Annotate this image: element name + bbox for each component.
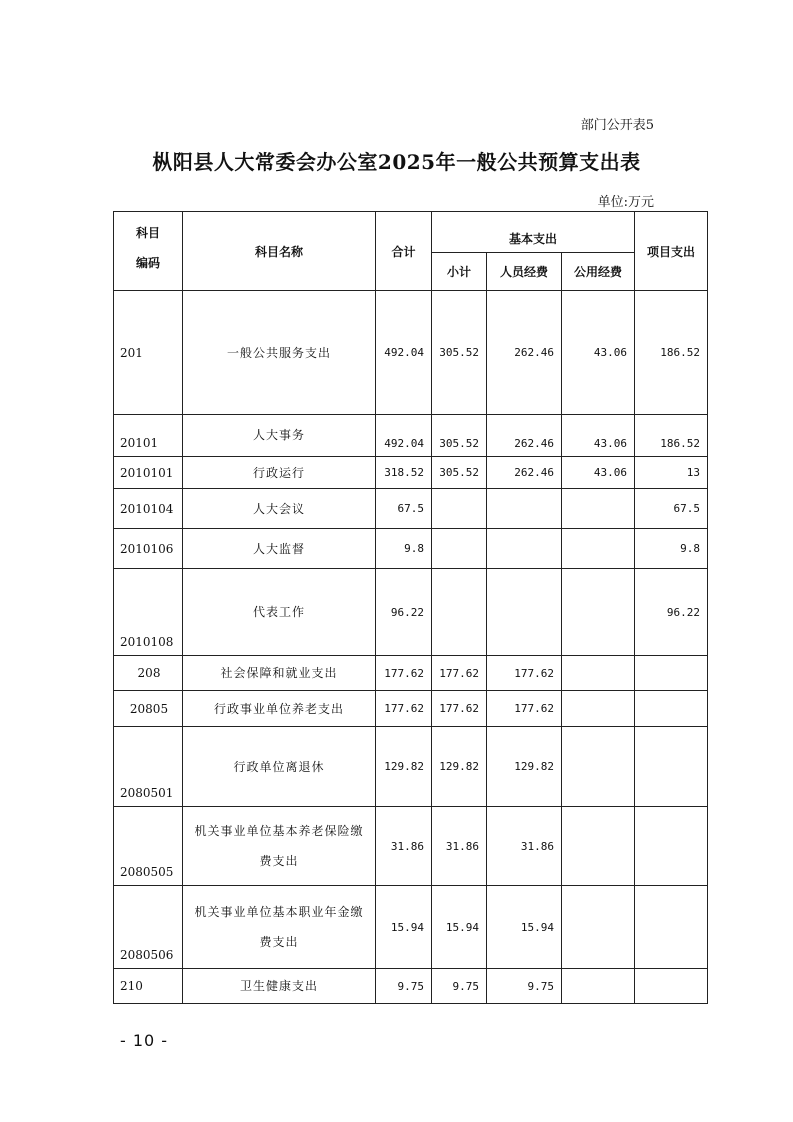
table-row: [114, 886, 708, 969]
row-personnel: [487, 569, 562, 656]
row-code: 2010106: [114, 529, 183, 569]
row-subtotal: 305.52: [432, 457, 487, 489]
row-subtotal: 9.75: [432, 969, 487, 1004]
row-name: [183, 807, 376, 886]
table-row: [114, 691, 708, 727]
row-project: [635, 656, 708, 691]
row-total: 15.94: [376, 886, 432, 969]
row-personnel: [487, 489, 562, 529]
table-row: [114, 656, 708, 691]
row-code: 2010104: [114, 489, 183, 529]
row-name: 社会保障和就业支出: [183, 656, 376, 691]
row-personnel: 262.46: [487, 457, 562, 489]
row-total: 177.62: [376, 656, 432, 691]
row-project: 9.8: [635, 529, 708, 569]
header-personnel: 人员经费: [487, 253, 562, 291]
row-personnel: 262.46: [487, 415, 562, 457]
header-subtotal: 小计: [432, 253, 487, 291]
row-public: [562, 807, 635, 886]
row-code: 2080506: [114, 886, 183, 969]
header-name: 科目名称: [183, 212, 376, 291]
row-subtotal: 129.82: [432, 727, 487, 807]
header-project: 项目支出: [635, 212, 708, 291]
row-personnel: 262.46: [487, 291, 562, 415]
row-total: 9.8: [376, 529, 432, 569]
row-name-line1: 机关事业单位基本养老保险缴: [194, 824, 364, 838]
row-total: 96.22: [376, 569, 432, 656]
row-code: 20101: [114, 415, 183, 457]
row-public: [562, 727, 635, 807]
budget-table: [113, 211, 708, 1004]
row-code: 2080501: [114, 727, 183, 807]
row-public: [562, 489, 635, 529]
row-public: 43.06: [562, 457, 635, 489]
row-total: 67.5: [376, 489, 432, 529]
row-subtotal: 15.94: [432, 886, 487, 969]
row-subtotal: 305.52: [432, 415, 487, 457]
row-name: 人大会议: [183, 489, 376, 529]
row-project: 96.22: [635, 569, 708, 656]
table-row: [114, 415, 708, 457]
row-subtotal: [432, 529, 487, 569]
row-subtotal: 31.86: [432, 807, 487, 886]
header-public: 公用经费: [562, 253, 635, 291]
row-project: [635, 807, 708, 886]
header-code-line1: 科目: [135, 226, 160, 240]
row-project: [635, 727, 708, 807]
page-title: 枞阳县人大常委会办公室2025年一般公共预算支出表: [152, 150, 641, 174]
row-total: 492.04: [376, 415, 432, 457]
row-total: 318.52: [376, 457, 432, 489]
table-row: [114, 727, 708, 807]
row-name: 卫生健康支出: [183, 969, 376, 1004]
header-total: 合计: [376, 212, 432, 291]
row-subtotal: 305.52: [432, 291, 487, 415]
row-name: 行政事业单位养老支出: [183, 691, 376, 727]
row-project: [635, 691, 708, 727]
row-subtotal: [432, 489, 487, 529]
page-number: - 10 -: [120, 1031, 169, 1050]
row-public: 43.06: [562, 291, 635, 415]
row-public: [562, 691, 635, 727]
table-row: [114, 291, 708, 415]
row-personnel: 177.62: [487, 691, 562, 727]
row-name: 一般公共服务支出: [183, 291, 376, 415]
table-row: [114, 969, 708, 1004]
row-name: 行政单位离退休: [183, 727, 376, 807]
row-name: 人大监督: [183, 529, 376, 569]
row-public: [562, 569, 635, 656]
row-subtotal: 177.62: [432, 656, 487, 691]
row-project: [635, 886, 708, 969]
row-code: 20805: [114, 691, 183, 727]
row-project: 67.5: [635, 489, 708, 529]
row-project: [635, 969, 708, 1004]
unit-label: 单位:万元: [597, 195, 654, 210]
row-personnel: 31.86: [487, 807, 562, 886]
row-project: 186.52: [635, 291, 708, 415]
table-row: [114, 569, 708, 656]
table-row: [114, 489, 708, 529]
row-personnel: 15.94: [487, 886, 562, 969]
row-code: 201: [114, 291, 183, 415]
row-name-line2: 费支出: [259, 854, 299, 868]
row-public: [562, 886, 635, 969]
row-personnel: 129.82: [487, 727, 562, 807]
row-public: [562, 529, 635, 569]
row-name: [183, 886, 376, 969]
table-row: [114, 457, 708, 489]
row-personnel: 9.75: [487, 969, 562, 1004]
header-basic: 基本支出: [432, 212, 635, 253]
row-code: 2010101: [114, 457, 183, 489]
row-total: 177.62: [376, 691, 432, 727]
row-personnel: 177.62: [487, 656, 562, 691]
row-public: 43.06: [562, 415, 635, 457]
row-code: 2010108: [114, 569, 183, 656]
row-name: 代表工作: [183, 569, 376, 656]
row-personnel: [487, 529, 562, 569]
row-name-line2: 费支出: [259, 935, 299, 949]
table-row: [114, 807, 708, 886]
row-name: 行政运行: [183, 457, 376, 489]
document-label: 部门公开表5: [580, 118, 654, 133]
row-code: 208: [114, 656, 183, 691]
row-total: 9.75: [376, 969, 432, 1004]
row-total: 492.04: [376, 291, 432, 415]
header-code-line2: 编码: [135, 256, 160, 270]
row-project: 13: [635, 457, 708, 489]
row-public: [562, 656, 635, 691]
row-code: 210: [114, 969, 183, 1004]
row-total: 129.82: [376, 727, 432, 807]
row-subtotal: [432, 569, 487, 656]
table-row: [114, 529, 708, 569]
header-code: [114, 212, 183, 291]
header-row: [114, 212, 708, 253]
row-subtotal: 177.62: [432, 691, 487, 727]
row-total: 31.86: [376, 807, 432, 886]
row-code: 2080505: [114, 807, 183, 886]
row-project: 186.52: [635, 415, 708, 457]
row-name-line1: 机关事业单位基本职业年金缴: [194, 905, 364, 919]
row-public: [562, 969, 635, 1004]
row-name: 人大事务: [183, 415, 376, 457]
